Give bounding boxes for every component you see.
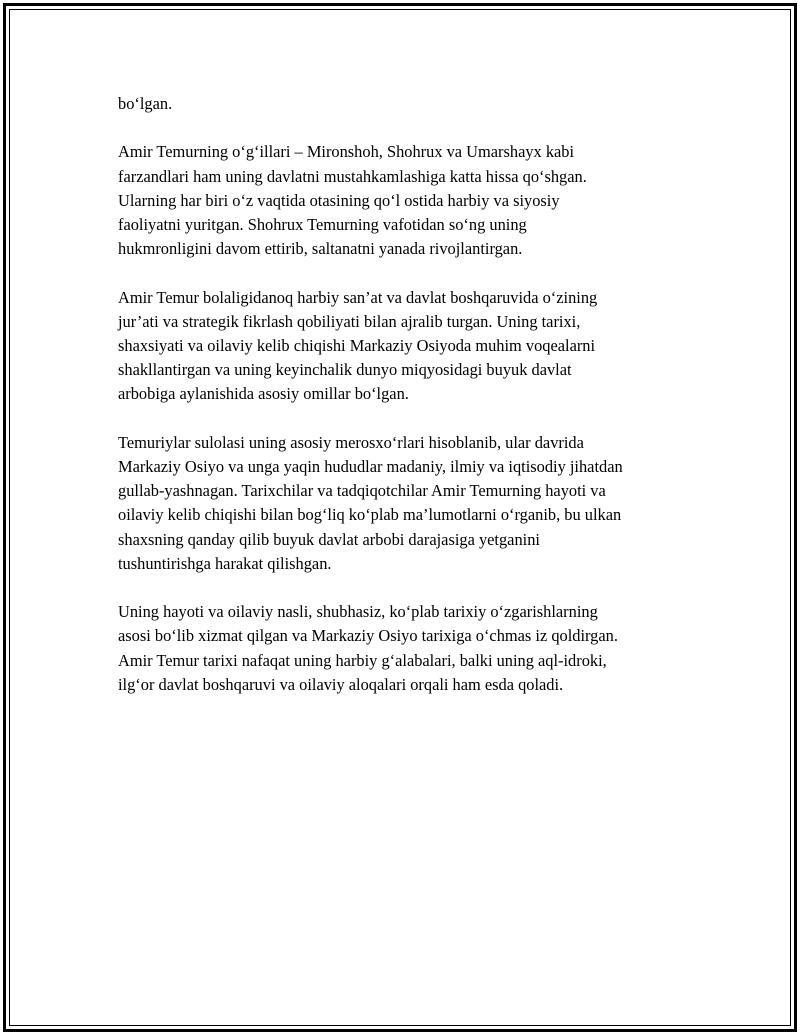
paragraph-timurids: Temuriylar sulolasi uning asosiy merosxo‘rlari hisoblanib, ular davrida Markaziy Osiyo va unga yaqin hududlar madaniy, ilmiy va iqtisodiy jihatdan gullab-yashnagan. Tarixchilar va tadqiqotchilar Amir Temurning hayoti va oilaviy kelib chiqishi bilan bog‘liq ko‘plab ma’lumotlarni o‘rganib, bu ulkan shaxsning qanday qilib buyuk davlat arbobi darajasiga yetganini tushuntirishga harakat qilishgan. <box>118 432 623 573</box>
paragraph-childhood: Amir Temur bolaligidanoq harbiy san’at va davlat boshqaruvida o‘zining jur’ati va strategik fikrlash qobiliyati bilan ajralib turgan. Uning tarixi, shaxsiyati va oilaviy kelib chiqishi Markaziy Osiyoda muhim voqealarni shakllantirgan va uning keyinchalik dunyo miqyosidagi buyuk davlat arbobiga aylanishida asosiy omillar bo‘lgan. <box>118 287 598 404</box>
document-body <box>118 92 690 721</box>
paragraph-legacy: Uning hayoti va oilaviy nasli, shubhasiz, ko‘plab tarixiy o‘zgarishlarning asosi bo‘lib xizmat qilgan va Markaziy Osiyo tarixiga o‘chmas iz qoldirgan. Amir Temur tarixi nafaqat uning harbiy g‘alabalari, balki uning aql-idroki, ilg‘or davlat boshqaruvi va oilaviy aloqalari orqali ham esda qoladi. <box>118 602 618 694</box>
paragraph-continuation: bo‘lgan. <box>118 94 173 113</box>
paragraph-sons: Amir Temurning o‘g‘illari – Mironshoh, Shohrux va Umarshayx kabi farzandlari ham uning davlatni mustahkamlashiga katta hissa qo‘shgan. Ularning har biri o‘z vaqtida otasining qo‘l ostida harbiy va siyosiy faoliyatni yuritgan. Shohrux Temurning vafotidan so‘ng uning hukmronligini davom ettirib, saltanatni yanada rivojlantirgan. <box>118 142 587 259</box>
